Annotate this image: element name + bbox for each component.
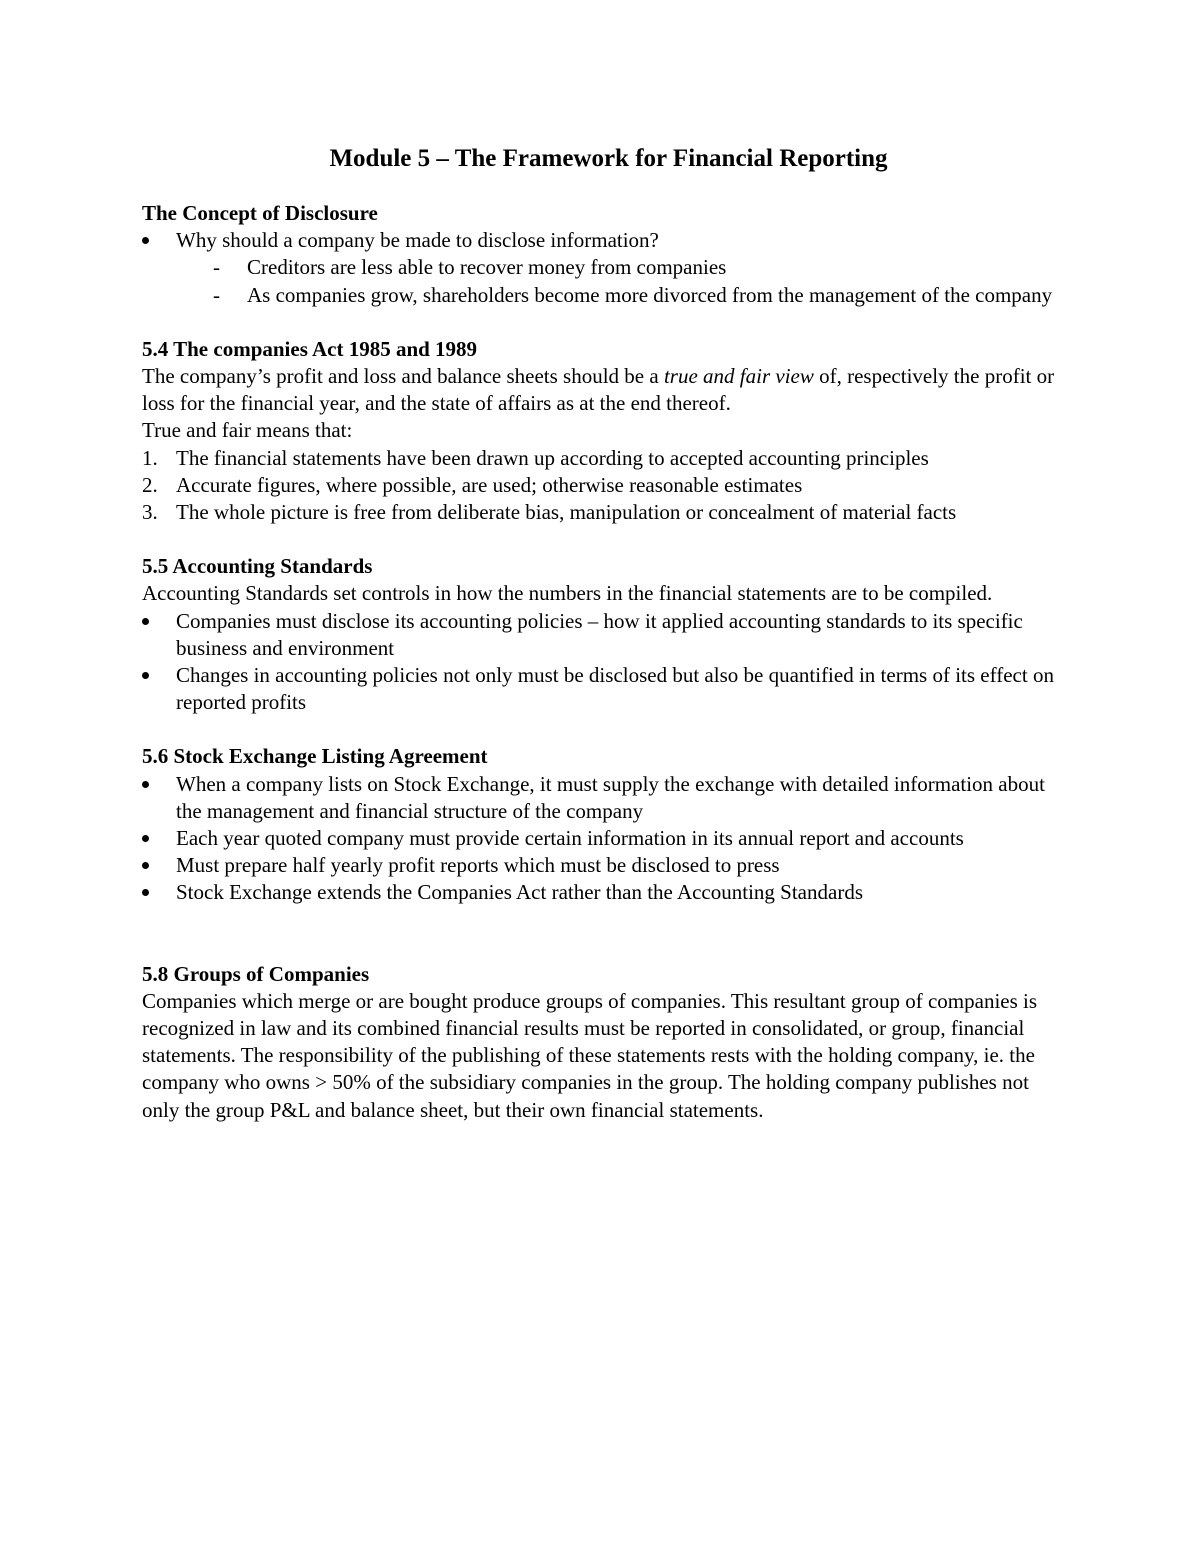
emphasis-text: true and fair view [663,364,814,389]
section-heading: 5.5 Accounting Standards [142,554,373,579]
section-listing-agreement [142,743,1067,906]
list-item-text: Accurate figures, where possible, are used; otherwise reasonable estimates [176,472,803,497]
list-item-text: When a company lists on Stock Exchange, it must supply the exchange with detailed information about the management and financial structure of the company [176,771,1045,823]
list-item [142,254,1067,281]
list-item [142,879,1067,906]
paragraph: Companies which merge or are bought produce groups of companies. This resultant group of companies is recognized in law and its combined financial results must be reported in consolidated, or group, financial statements. The responsibility of the publishing of these statements rests with the holding company, ie. the company who owns > 50% of the subsidiary companies in the group. The holding company publishes not only the group P&L and balance sheet, but their own financial statements. [142,988,1038,1122]
bullet-icon [142,672,149,679]
list-item-text: The whole picture is free from deliberate bias, manipulation or concealment of material facts [176,500,957,525]
paragraph-text: The company’s profit and loss and balance sheets should be a [142,364,664,389]
list-item-text: Changes in accounting policies not only must be disclosed but also be quantified in terms of its effect on reported profits [176,663,1054,715]
bullet-icon [142,835,149,842]
list-number: 1. [142,445,158,470]
numbered-list [142,445,1067,527]
section-disclosure [142,200,1067,309]
section-heading: 5.8 Groups of Companies [142,961,370,986]
list-item-text: Must prepare half yearly profit reports which must be disclosed to press [176,853,780,878]
document-page [142,142,1067,1124]
list-item-text: Each year quoted company must provide certain information in its annual report and accounts [176,826,964,851]
list-item [142,662,1067,716]
paragraph: Accounting Standards set controls in how the numbers in the financial statements are to be compiled. [142,581,993,606]
section-groups [142,961,1067,1124]
list-item-text: As companies grow, shareholders become more divorced from the management of the company [247,282,1053,307]
list-item [142,499,1067,526]
list-item [142,771,1067,825]
bullet-icon [142,781,149,788]
list-item-text: Creditors are less able to recover money from companies [247,255,727,280]
bullet-list [142,771,1067,907]
list-item [142,227,1067,254]
list-item-text: Why should a company be made to disclose information? [176,228,659,253]
section-accounting-standards [142,553,1067,716]
bullet-icon [142,862,149,869]
bullet-icon [142,237,149,244]
page-title: Module 5 – The Framework for Financial Reporting [329,145,888,172]
bullet-icon [142,618,149,625]
lead-text: True and fair means that: [142,418,353,443]
section-companies-act [142,336,1067,526]
list-item [142,445,1067,472]
paragraph-text: of, respectively the profit or loss for the financial year, and the state of affairs as at the end thereof. [142,364,1055,416]
list-item [142,608,1067,662]
section-heading: The Concept of Disclosure [142,201,378,225]
bullet-list [142,227,1067,254]
dash-icon: - [213,282,220,307]
section-heading: 5.4 The companies Act 1985 and 1989 [142,336,478,361]
list-item [142,472,1067,499]
list-item-text: Companies must disclose its accounting policies – how it applied accounting standards to its specific business and environment [176,608,1023,660]
section-heading: 5.6 Stock Exchange Listing Agreement [142,744,488,769]
list-number: 3. [142,500,158,525]
dash-list [142,254,1067,308]
bullet-list [142,608,1067,717]
list-item [142,825,1067,852]
dash-icon: - [213,255,220,280]
bullet-icon [142,889,149,896]
list-item-text: Stock Exchange extends the Companies Act rather than the Accounting Standards [176,880,863,905]
list-item-text: The financial statements have been drawn up according to accepted accounting principles [176,445,929,470]
list-item [142,282,1067,309]
list-number: 2. [142,472,158,497]
list-item [142,852,1067,879]
paragraph [142,363,1067,417]
